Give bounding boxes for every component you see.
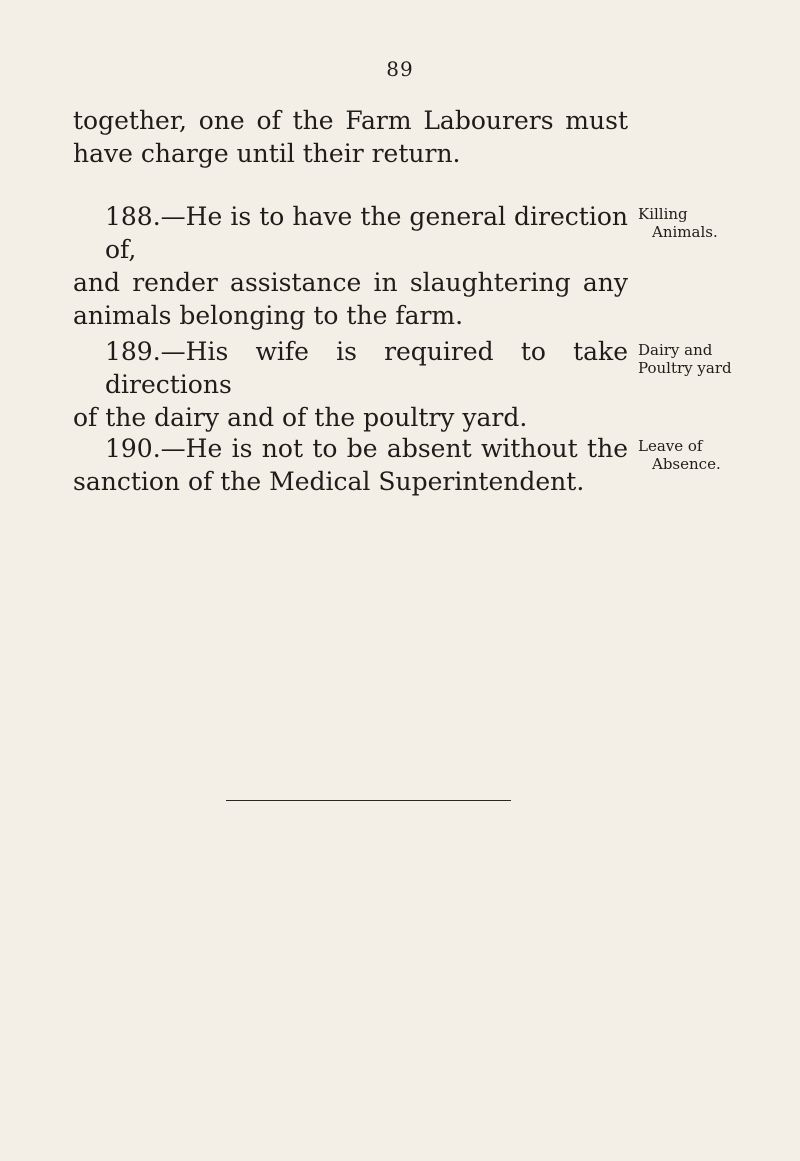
margin-note-killing-animals <box>638 205 793 241</box>
continuation-line-1: together, one of the Farm Labourers must <box>73 106 628 135</box>
section-188 <box>73 200 628 332</box>
section-190-line-2: sanction of the Medical Superintendent. <box>73 467 585 496</box>
section-189-line-1: 189.—His wife is required to take directions <box>105 337 628 399</box>
continuation-line-2: have charge until their return. <box>73 139 461 168</box>
section-188-line-1: 188.—He is to have the general direction of, <box>105 202 628 264</box>
continuation-paragraph <box>73 104 628 170</box>
section-189-line-2: of the dairy and of the poultry yard. <box>73 403 528 432</box>
margin-note-190-line-1: Leave of <box>638 437 703 455</box>
margin-note-leave-of-absence <box>638 437 793 473</box>
page-number: 89 <box>386 57 414 81</box>
section-end-rule <box>226 800 511 801</box>
margin-note-188-line-1: Killing <box>638 205 688 223</box>
margin-note-188-line-2: Animals. <box>652 223 718 241</box>
section-189 <box>73 335 628 434</box>
section-188-line-3: animals belonging to the farm. <box>73 301 464 330</box>
section-190-line-1: 190.—He is not to be absent without the <box>105 434 628 463</box>
section-188-line-2: and render assistance in slaughtering any <box>73 268 628 297</box>
margin-note-dairy-poultry <box>638 341 793 377</box>
margin-note-189-line-2: Poultry yard <box>638 359 732 377</box>
margin-note-190-line-2: Absence. <box>652 455 721 473</box>
section-190 <box>73 432 628 498</box>
margin-note-189-line-1: Dairy and <box>638 341 713 359</box>
